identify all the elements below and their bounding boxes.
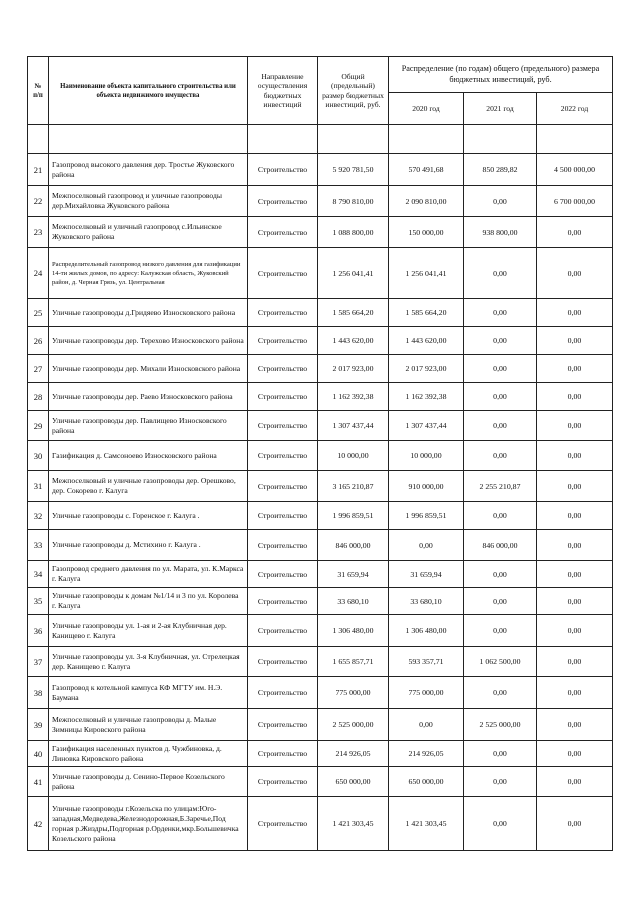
investment-direction: Строительство — [248, 741, 318, 767]
row-number: 21 — [28, 154, 49, 186]
table-header — [28, 57, 613, 125]
object-name: Газификация д. Самсоноево Износковского района — [49, 441, 248, 471]
investment-direction: Строительство — [248, 561, 318, 588]
amount-2021: 846 000,00 — [464, 530, 537, 561]
investment-direction: Строительство — [248, 709, 318, 741]
amount-2021: 0,00 — [464, 797, 537, 851]
header-distribution: Распределение (по годам) общего (предельного) размера бюджетных инвестиций, руб. — [389, 57, 613, 93]
amount-2020: 150 000,00 — [389, 217, 464, 248]
total-amount: 1 162 392,38 — [318, 383, 389, 411]
table-row — [28, 411, 613, 441]
object-name: Уличные газопроводы дер. Раево Износковского района — [49, 383, 248, 411]
investment-direction: Строительство — [248, 154, 318, 186]
amount-2020: 1 585 664,20 — [389, 299, 464, 327]
table-row — [28, 154, 613, 186]
amount-2021: 0,00 — [464, 248, 537, 299]
total-amount: 31 659,94 — [318, 561, 389, 588]
amount-2022: 0,00 — [537, 299, 613, 327]
object-name: Уличные газопроводы д. Мстихино г. Калуга . — [49, 530, 248, 561]
table-row — [28, 471, 613, 502]
amount-2021: 0,00 — [464, 299, 537, 327]
amount-2022: 0,00 — [537, 441, 613, 471]
amount-2020: 1 421 303,45 — [389, 797, 464, 851]
amount-2022: 0,00 — [537, 709, 613, 741]
amount-2022: 0,00 — [537, 327, 613, 355]
table-row — [28, 327, 613, 355]
amount-2020: 1 306 480,00 — [389, 615, 464, 647]
row-number: 23 — [28, 217, 49, 248]
total-amount: 775 000,00 — [318, 677, 389, 709]
amount-2021: 2 255 210,87 — [464, 471, 537, 502]
total-amount: 1 443 620,00 — [318, 327, 389, 355]
amount-2022: 0,00 — [537, 530, 613, 561]
table-row — [28, 217, 613, 248]
amount-2020: 1 256 041,41 — [389, 248, 464, 299]
investment-direction: Строительство — [248, 677, 318, 709]
investment-direction: Строительство — [248, 186, 318, 217]
amount-2021: 0,00 — [464, 767, 537, 797]
object-name: Уличные газопроводы г.Козельска по улицам:Юго-западная,Медведева,Железнодорожная,Б.Заречье,Под горная р.Жиздры,Подгорная р.Орденки,мкр.Большевичка Козельского района — [49, 797, 248, 851]
object-name: Газопровод среднего давления по ул. Марата, ул. К.Маркса г. Калуга — [49, 561, 248, 588]
row-number: 38 — [28, 677, 49, 709]
total-amount: 1 256 041,41 — [318, 248, 389, 299]
amount-2020: 0,00 — [389, 709, 464, 741]
amount-2021: 1 062 500,00 — [464, 647, 537, 677]
header-total: Общий (предельный) размер бюджетных инвестиций, руб. — [318, 57, 389, 125]
table-row — [28, 441, 613, 471]
object-name: Уличные газопроводы д.Гридяево Износковского района — [49, 299, 248, 327]
total-amount: 10 000,00 — [318, 441, 389, 471]
table-row — [28, 647, 613, 677]
row-number: 37 — [28, 647, 49, 677]
amount-2022: 4 500 000,00 — [537, 154, 613, 186]
row-number: 42 — [28, 797, 49, 851]
amount-2020: 214 926,05 — [389, 741, 464, 767]
total-amount: 2 525 000,00 — [318, 709, 389, 741]
amount-2021: 0,00 — [464, 186, 537, 217]
amount-2022: 0,00 — [537, 411, 613, 441]
amount-2022: 0,00 — [537, 217, 613, 248]
row-number: 25 — [28, 299, 49, 327]
amount-2020: 775 000,00 — [389, 677, 464, 709]
investment-direction: Строительство — [248, 530, 318, 561]
table-row — [28, 677, 613, 709]
amount-2021: 0,00 — [464, 502, 537, 530]
amount-2022: 0,00 — [537, 588, 613, 615]
investment-direction: Строительство — [248, 327, 318, 355]
object-name: Уличные газопроводы дер. Терехово Износковского района — [49, 327, 248, 355]
investment-direction: Строительство — [248, 441, 318, 471]
row-number: 40 — [28, 741, 49, 767]
amount-2022: 6 700 000,00 — [537, 186, 613, 217]
row-number: 36 — [28, 615, 49, 647]
amount-2020: 650 000,00 — [389, 767, 464, 797]
row-number: 22 — [28, 186, 49, 217]
table-row — [28, 615, 613, 647]
investment-direction: Строительство — [248, 411, 318, 441]
investment-direction: Строительство — [248, 383, 318, 411]
total-amount: 2 017 923,00 — [318, 355, 389, 383]
total-amount: 214 926,05 — [318, 741, 389, 767]
amount-2021: 0,00 — [464, 355, 537, 383]
header-year-2022: 2022 год — [537, 93, 613, 125]
object-name: Межпоселковый газопровод и уличные газопроводы дер.Михайловка Жуковского района — [49, 186, 248, 217]
investment-direction: Строительство — [248, 647, 318, 677]
amount-2021: 0,00 — [464, 677, 537, 709]
amount-2020: 1 443 620,00 — [389, 327, 464, 355]
amount-2020: 0,00 — [389, 530, 464, 561]
row-number: 35 — [28, 588, 49, 615]
object-name: Газопровод к котельной кампуса КФ МГТУ им. Н.Э. Баумана — [49, 677, 248, 709]
investment-direction: Строительство — [248, 471, 318, 502]
total-amount: 8 790 810,00 — [318, 186, 389, 217]
amount-2020: 570 491,68 — [389, 154, 464, 186]
amount-2022: 0,00 — [537, 561, 613, 588]
object-name: Газификация населенных пунктов д. Чужбиновка, д. Линовка Кировского района — [49, 741, 248, 767]
total-amount: 5 920 781,50 — [318, 154, 389, 186]
header-num: № п/п — [28, 57, 49, 125]
amount-2020: 1 307 437,44 — [389, 411, 464, 441]
amount-2022: 0,00 — [537, 767, 613, 797]
amount-2022: 0,00 — [537, 615, 613, 647]
table-body — [28, 125, 613, 851]
table-row — [28, 502, 613, 530]
amount-2020: 1 162 392,38 — [389, 383, 464, 411]
amount-2020: 31 659,94 — [389, 561, 464, 588]
row-number: 28 — [28, 383, 49, 411]
object-name: Уличные газопроводы д. Сенино-Первое Козельского района — [49, 767, 248, 797]
row-number: 26 — [28, 327, 49, 355]
total-amount: 33 680,10 — [318, 588, 389, 615]
investment-direction: Строительство — [248, 588, 318, 615]
amount-2020: 910 000,00 — [389, 471, 464, 502]
amount-2020: 593 357,71 — [389, 647, 464, 677]
investment-direction: Строительство — [248, 615, 318, 647]
object-name: Уличные газопроводы ул. 1-ая и 2-ая Клубничная дер. Канищево г. Калуга — [49, 615, 248, 647]
header-year-2021: 2021 год — [464, 93, 537, 125]
investment-direction: Строительство — [248, 502, 318, 530]
amount-2021: 0,00 — [464, 741, 537, 767]
total-amount: 1 307 437,44 — [318, 411, 389, 441]
amount-2021: 0,00 — [464, 383, 537, 411]
total-amount: 3 165 210,87 — [318, 471, 389, 502]
object-name: Распределительный газопровод низкого давления для газификации 14-ти жилых домов, по адресу: Калужская область, Жуковский район, д. Черная Грязь, ул. Центральная — [49, 248, 248, 299]
object-name: Уличные газопроводы к домам №1/14 и 3 по ул. Королева г. Калуга — [49, 588, 248, 615]
total-amount: 1 421 303,45 — [318, 797, 389, 851]
amount-2020: 2 090 810,00 — [389, 186, 464, 217]
row-number: 31 — [28, 471, 49, 502]
total-amount: 1 088 800,00 — [318, 217, 389, 248]
investment-direction: Строительство — [248, 217, 318, 248]
amount-2021: 0,00 — [464, 561, 537, 588]
investment-direction: Строительство — [248, 299, 318, 327]
amount-2022: 0,00 — [537, 797, 613, 851]
table-row — [28, 530, 613, 561]
row-number: 27 — [28, 355, 49, 383]
amount-2022: 0,00 — [537, 471, 613, 502]
header-year-2020: 2020 год — [389, 93, 464, 125]
investment-direction: Строительство — [248, 797, 318, 851]
table-row — [28, 741, 613, 767]
row-number: 29 — [28, 411, 49, 441]
amount-2022: 0,00 — [537, 502, 613, 530]
amount-2021: 0,00 — [464, 588, 537, 615]
row-number: 34 — [28, 561, 49, 588]
amount-2020: 2 017 923,00 — [389, 355, 464, 383]
table-row — [28, 588, 613, 615]
investment-table — [27, 56, 613, 851]
table-row — [28, 709, 613, 741]
amount-2021: 850 289,82 — [464, 154, 537, 186]
amount-2022: 0,00 — [537, 383, 613, 411]
table-row — [28, 248, 613, 299]
total-amount: 1 585 664,20 — [318, 299, 389, 327]
amount-2022: 0,00 — [537, 677, 613, 709]
header-name: Наименование объекта капитального строительства или объекта недвижимого имущества — [49, 57, 248, 125]
object-name: Уличные газопроводы с. Горенское г. Калуга . — [49, 502, 248, 530]
object-name: Газопровод высокого давления дер. Тростье Жуковского района — [49, 154, 248, 186]
total-amount: 846 000,00 — [318, 530, 389, 561]
total-amount: 1 996 859,51 — [318, 502, 389, 530]
object-name: Уличные газопроводы ул. 3-я Клубничная, ул. Стрелецкая дер. Канищево г. Калуга — [49, 647, 248, 677]
table-row — [28, 561, 613, 588]
table-row — [28, 767, 613, 797]
object-name: Уличные газопроводы дер. Михали Износковского района — [49, 355, 248, 383]
object-name: Межпоселковый и уличный газопровод с.Ильинское Жуковского района — [49, 217, 248, 248]
investment-direction: Строительство — [248, 767, 318, 797]
amount-2020: 10 000,00 — [389, 441, 464, 471]
amount-2022: 0,00 — [537, 647, 613, 677]
investment-direction: Строительство — [248, 248, 318, 299]
amount-2022: 0,00 — [537, 741, 613, 767]
table-row — [28, 383, 613, 411]
object-name: Межпоселковый и уличные газопроводы дер. Орешково, дер. Сокорево г. Калуга — [49, 471, 248, 502]
header-gap-row — [28, 125, 613, 154]
table-row — [28, 299, 613, 327]
object-name: Межпоселковый и уличные газопроводы д. Малые Зимницы Кировского района — [49, 709, 248, 741]
object-name: Уличные газопроводы дер. Павлищево Износковского района — [49, 411, 248, 441]
row-number: 30 — [28, 441, 49, 471]
row-number: 24 — [28, 248, 49, 299]
table-row — [28, 797, 613, 851]
row-number: 39 — [28, 709, 49, 741]
amount-2021: 0,00 — [464, 441, 537, 471]
total-amount: 1 306 480,00 — [318, 615, 389, 647]
amount-2022: 0,00 — [537, 248, 613, 299]
amount-2021: 938 800,00 — [464, 217, 537, 248]
table-row — [28, 186, 613, 217]
amount-2021: 0,00 — [464, 411, 537, 441]
amount-2021: 2 525 000,00 — [464, 709, 537, 741]
total-amount: 650 000,00 — [318, 767, 389, 797]
row-number: 33 — [28, 530, 49, 561]
amount-2021: 0,00 — [464, 327, 537, 355]
total-amount: 1 655 857,71 — [318, 647, 389, 677]
row-number: 32 — [28, 502, 49, 530]
table-row — [28, 355, 613, 383]
amount-2020: 33 680,10 — [389, 588, 464, 615]
amount-2020: 1 996 859,51 — [389, 502, 464, 530]
row-number: 41 — [28, 767, 49, 797]
amount-2022: 0,00 — [537, 355, 613, 383]
investment-direction: Строительство — [248, 355, 318, 383]
amount-2021: 0,00 — [464, 615, 537, 647]
header-direction: Направление осуществления бюджетных инвестиций — [248, 57, 318, 125]
